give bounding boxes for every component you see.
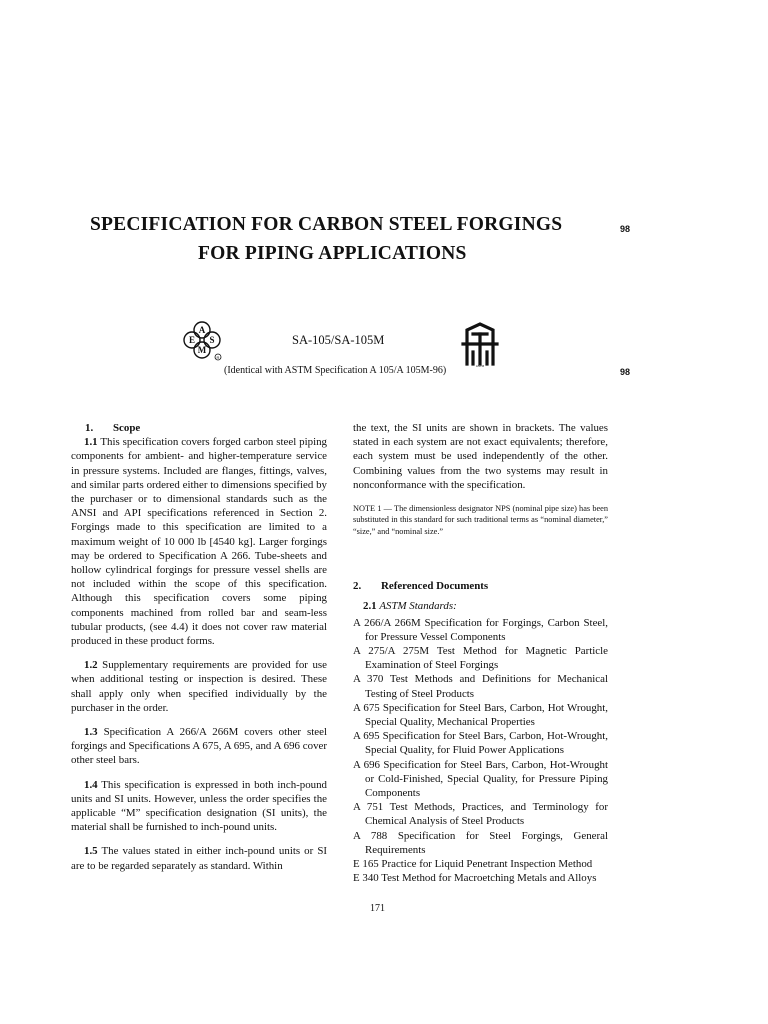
page-number: 171	[370, 903, 385, 914]
paragraph-1-1	[71, 435, 327, 648]
reference-item: E 165 Practice for Liquid Penetrant Inspection Method	[353, 858, 593, 871]
paragraph-number: 1.4	[84, 778, 98, 791]
paragraph-text: This specification covers forged carbon steel piping components for ambient- and higher-temperature service in pressure systems. Included are flanges, fittings, valves, and similar parts ordered either to dimensions specified by the purchaser or to dimensional standards such as the ANSI and API specifications referenced in Section 2. Forgings made to this specification are limited to a maximum weight of 10 000 lb [4540 kg]. Larger forgings may be ordered to Specification A 266. Tube-sheets and hollow cylindrical forgings for pressure vessel shells are not included within the scope of this specification. Although this specification covers some piping components machined from rolled bar and seam-less tubular products, (see 4.4) it does not cover raw material produced in these product forms.	[71, 436, 327, 648]
paragraph-text: Supplementary requirements are provided for use when additional testing or inspection is desired. These shall apply only when specified individually by the purchaser in the order.	[71, 659, 327, 714]
paragraph-1-2	[71, 658, 327, 715]
asme-letter: A	[198, 325, 206, 335]
paragraph-number: 1.5	[84, 845, 98, 858]
section-title: Scope	[113, 422, 141, 434]
edition-mark: 98	[620, 367, 631, 377]
paragraph-1-5-continued: the text, the SI units are shown in brackets. The values stated in each system are not exact equivalents; therefore, each system must be used independently of the other. Combining values from the two systems may result in nonconformance with the specification.	[353, 422, 608, 491]
reference-item: A 275/A 275M Test Method for Magnetic Particle Examination of Steel Forgings	[353, 645, 608, 672]
paragraph-number: 1.2	[84, 659, 98, 672]
reference-item: A 788 Specification for Steel Forgings, General Requirements	[353, 829, 608, 856]
asme-logo	[181, 320, 223, 362]
document-title-line-2: FOR PIPING APPLICATIONS	[198, 243, 467, 264]
section-heading-scope	[71, 421, 327, 435]
right-column	[353, 421, 608, 886]
paragraph-text: The values stated in either inch-pound units or SI are to be regarded separately as standard. Within	[71, 845, 327, 872]
section-number: 2.	[353, 580, 362, 593]
astm-logo-text: ASTM	[475, 364, 485, 368]
subsection-number: 2.1	[363, 600, 377, 613]
reference-item: E 340 Test Method for Macroetching Metals and Alloys	[353, 872, 597, 885]
subsection-title: ASTM Standards:	[379, 600, 457, 613]
subsection-astm-standards	[353, 599, 608, 613]
asme-letter: S	[209, 335, 215, 345]
reference-item: A 751 Test Methods, Practices, and Terminology for Chemical Analysis of Steel Products	[353, 801, 608, 828]
reference-item: A 696 Specification for Steel Bars, Carbon, Hot-Wrought or Cold-Finished, Special Quality, for Pressure Piping Components	[353, 758, 608, 800]
svg-text:R: R	[216, 355, 220, 360]
paragraph-text: This specification is expressed in both inch-pound units and SI units. However, unless the order specifies the applicable “M” specification designation (SI units), the material shall be furnished to inch-pound units.	[71, 778, 327, 834]
left-column	[71, 421, 327, 883]
reference-item: A 695 Specification for Steel Bars, Carbon, Hot-Wrought, Special Quality, for Fluid Power Applications	[353, 730, 608, 757]
spec-number: SA-105/SA-105M	[292, 333, 385, 347]
section-heading-referenced-documents	[353, 579, 608, 593]
paragraph-text: Specification A 266/A 266M covers other steel forgings and Specifications A 675, A 695, and A 696 cover other steel bars.	[71, 726, 327, 767]
paragraph-number: 1.3	[84, 726, 98, 739]
reference-item: A 370 Test Methods and Definitions for Mechanical Testing of Steel Products	[353, 673, 608, 700]
section-title: Referenced Documents	[381, 580, 489, 593]
section-number: 1.	[85, 422, 94, 434]
asme-letter: E	[188, 335, 196, 345]
paragraph-1-4	[71, 778, 327, 835]
paragraph-1-5	[71, 844, 327, 872]
paragraph-number: 1.1	[84, 436, 98, 449]
astm-logo	[461, 320, 499, 368]
identical-with-note: (Identical with ASTM Specification A 105/A 105M-96)	[224, 365, 447, 376]
document-title-line-1: SPECIFICATION FOR CARBON STEEL FORGINGS	[90, 214, 563, 235]
edition-mark: 98	[620, 224, 631, 234]
reference-item: A 675 Specification for Steel Bars, Carbon, Hot Wrought, Special Quality, Mechanical Properties	[353, 701, 608, 729]
reference-item: A 266/A 266M Specification for Forgings, Carbon Steel, for Pressure Vessel Components	[353, 616, 608, 643]
paragraph-1-3	[71, 725, 327, 768]
note-1: NOTE 1 — The dimensionless designator NPS (nominal pipe size) has been substituted in this standard for such traditional terms as “nominal diameter,” “size,” and “nominal size.”	[353, 504, 608, 536]
reference-list	[353, 616, 608, 886]
asme-letter: M	[197, 345, 207, 355]
